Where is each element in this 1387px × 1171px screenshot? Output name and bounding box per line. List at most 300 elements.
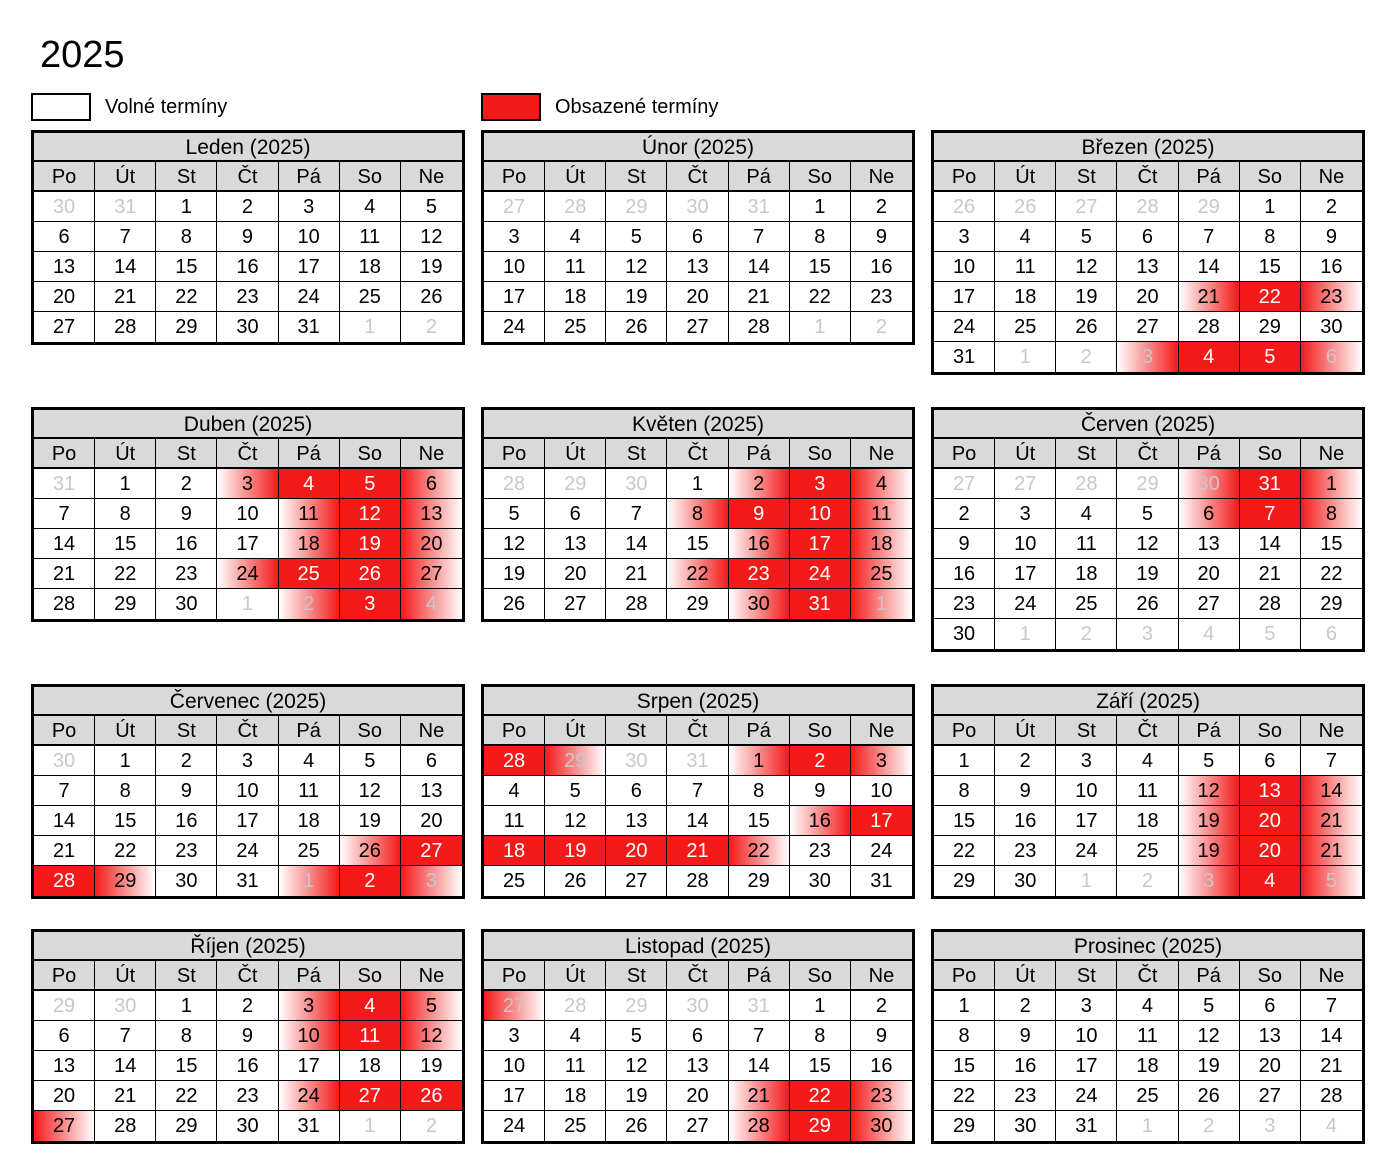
day-cell[interactable]: 10 [217, 776, 278, 806]
day-cell[interactable]: 24 [995, 589, 1056, 619]
day-cell[interactable]: 11 [279, 499, 340, 529]
day-cell[interactable]: 10 [279, 222, 340, 252]
day-cell[interactable]: 7 [1240, 499, 1301, 529]
day-cell[interactable]: 20 [1240, 836, 1301, 866]
day-cell[interactable]: 17 [851, 806, 912, 836]
day-cell[interactable]: 18 [279, 529, 340, 559]
day-cell[interactable]: 2 [340, 866, 401, 896]
day-cell[interactable]: 11 [545, 252, 606, 282]
day-cell[interactable]: 26 [1117, 589, 1178, 619]
day-cell[interactable]: 23 [995, 1081, 1056, 1111]
day-cell[interactable]: 26 [606, 312, 667, 342]
day-cell[interactable]: 21 [1301, 836, 1362, 866]
day-cell[interactable]: 30 [156, 866, 217, 896]
day-cell[interactable]: 30 [667, 991, 728, 1021]
day-cell[interactable]: 31 [934, 342, 995, 372]
day-cell[interactable]: 14 [1301, 776, 1362, 806]
day-cell[interactable]: 16 [995, 1051, 1056, 1081]
day-cell[interactable]: 22 [790, 282, 851, 312]
day-cell[interactable]: 7 [34, 776, 95, 806]
day-cell[interactable]: 24 [1056, 836, 1117, 866]
day-cell[interactable]: 25 [1117, 1081, 1178, 1111]
day-cell[interactable]: 6 [1240, 746, 1301, 776]
day-cell[interactable]: 27 [34, 312, 95, 342]
day-cell[interactable]: 30 [790, 866, 851, 896]
day-cell[interactable]: 12 [1117, 529, 1178, 559]
day-cell[interactable]: 4 [1056, 499, 1117, 529]
day-cell[interactable]: 10 [1056, 776, 1117, 806]
day-cell[interactable]: 28 [1179, 312, 1240, 342]
day-cell[interactable]: 4 [279, 746, 340, 776]
day-cell[interactable]: 13 [1240, 1021, 1301, 1051]
day-cell[interactable]: 2 [1056, 619, 1117, 649]
day-cell[interactable]: 19 [401, 252, 462, 282]
day-cell[interactable]: 2 [790, 746, 851, 776]
day-cell[interactable]: 18 [340, 252, 401, 282]
day-cell[interactable]: 3 [995, 499, 1056, 529]
day-cell[interactable]: 13 [34, 252, 95, 282]
day-cell[interactable]: 1 [934, 991, 995, 1021]
day-cell[interactable]: 29 [606, 192, 667, 222]
day-cell[interactable]: 11 [1056, 529, 1117, 559]
day-cell[interactable]: 28 [95, 312, 156, 342]
day-cell[interactable]: 3 [851, 746, 912, 776]
day-cell[interactable]: 27 [667, 312, 728, 342]
day-cell[interactable]: 29 [790, 1111, 851, 1141]
day-cell[interactable]: 22 [667, 559, 728, 589]
day-cell[interactable]: 19 [484, 559, 545, 589]
day-cell[interactable]: 10 [484, 252, 545, 282]
day-cell[interactable]: 15 [1301, 529, 1362, 559]
day-cell[interactable]: 16 [217, 252, 278, 282]
day-cell[interactable]: 6 [1325, 623, 1337, 645]
day-cell[interactable]: 29 [545, 469, 606, 499]
day-cell[interactable]: 1 [1117, 1111, 1178, 1141]
day-cell[interactable]: 19 [340, 529, 401, 559]
day-cell[interactable]: 7 [606, 499, 667, 529]
day-cell[interactable]: 30 [95, 991, 156, 1021]
day-cell[interactable]: 11 [340, 1021, 401, 1051]
day-cell[interactable]: 19 [1179, 806, 1240, 836]
day-cell[interactable]: 22 [934, 1081, 995, 1111]
day-cell[interactable]: 7 [34, 499, 95, 529]
day-cell[interactable]: 29 [934, 866, 995, 896]
day-cell[interactable]: 23 [156, 836, 217, 866]
day-cell[interactable]: 29 [1179, 192, 1240, 222]
day-cell[interactable]: 25 [279, 836, 340, 866]
day-cell[interactable]: 28 [1117, 192, 1178, 222]
day-cell[interactable]: 21 [667, 836, 728, 866]
day-cell[interactable]: 14 [34, 806, 95, 836]
day-cell[interactable]: 20 [401, 806, 462, 836]
day-cell[interactable]: 3 [1117, 342, 1178, 372]
day-cell[interactable]: 1 [95, 469, 156, 499]
day-cell[interactable]: 19 [606, 1081, 667, 1111]
day-cell[interactable]: 4 [1117, 991, 1178, 1021]
day-cell[interactable]: 2 [729, 469, 790, 499]
day-cell[interactable]: 3 [279, 991, 340, 1021]
day-cell[interactable]: 6 [401, 469, 462, 499]
day-cell[interactable]: 5 [1056, 222, 1117, 252]
day-cell[interactable]: 6 [1240, 991, 1301, 1021]
day-cell[interactable]: 30 [606, 469, 667, 499]
day-cell[interactable]: 26 [995, 192, 1056, 222]
day-cell[interactable]: 28 [667, 866, 728, 896]
day-cell[interactable]: 26 [401, 282, 462, 312]
day-cell[interactable]: 25 [995, 312, 1056, 342]
day-cell[interactable]: 22 [156, 1081, 217, 1111]
day-cell[interactable]: 29 [156, 1111, 217, 1141]
day-cell[interactable]: 5 [1240, 342, 1301, 372]
day-cell[interactable]: 20 [1240, 806, 1301, 836]
day-cell[interactable]: 8 [156, 1021, 217, 1051]
day-cell[interactable]: 1 [790, 991, 851, 1021]
day-cell[interactable]: 20 [401, 529, 462, 559]
day-cell[interactable]: 21 [729, 282, 790, 312]
day-cell[interactable]: 21 [95, 282, 156, 312]
day-cell[interactable]: 6 [1301, 342, 1362, 372]
day-cell[interactable]: 1 [1056, 866, 1117, 896]
day-cell[interactable]: 15 [95, 529, 156, 559]
day-cell[interactable]: 15 [95, 806, 156, 836]
day-cell[interactable]: 6 [401, 746, 462, 776]
day-cell[interactable]: 25 [484, 866, 545, 896]
day-cell[interactable]: 31 [667, 746, 728, 776]
day-cell[interactable]: 26 [340, 836, 401, 866]
day-cell[interactable]: 25 [1117, 836, 1178, 866]
day-cell[interactable]: 27 [1240, 1081, 1301, 1111]
day-cell[interactable]: 24 [1056, 1081, 1117, 1111]
day-cell[interactable]: 28 [95, 1111, 156, 1141]
day-cell[interactable]: 21 [34, 836, 95, 866]
day-cell[interactable]: 21 [1301, 806, 1362, 836]
day-cell[interactable]: 2 [156, 469, 217, 499]
day-cell[interactable]: 27 [1056, 192, 1117, 222]
day-cell[interactable]: 11 [995, 252, 1056, 282]
day-cell[interactable]: 15 [790, 252, 851, 282]
day-cell[interactable]: 1 [851, 589, 912, 619]
day-cell[interactable]: 23 [217, 1081, 278, 1111]
day-cell[interactable]: 25 [545, 312, 606, 342]
day-cell[interactable]: 8 [1301, 499, 1362, 529]
day-cell[interactable]: 13 [34, 1051, 95, 1081]
day-cell[interactable]: 12 [401, 222, 462, 252]
day-cell[interactable]: 16 [790, 806, 851, 836]
day-cell[interactable]: 12 [1179, 776, 1240, 806]
day-cell[interactable]: 19 [1179, 1051, 1240, 1081]
day-cell[interactable]: 12 [1179, 1021, 1240, 1051]
day-cell[interactable]: 28 [34, 866, 95, 896]
day-cell[interactable]: 16 [156, 529, 217, 559]
day-cell[interactable]: 20 [606, 836, 667, 866]
day-cell[interactable]: 18 [995, 282, 1056, 312]
day-cell[interactable]: 24 [279, 282, 340, 312]
day-cell[interactable]: 29 [34, 991, 95, 1021]
day-cell[interactable]: 13 [667, 252, 728, 282]
day-cell[interactable]: 27 [401, 559, 462, 589]
day-cell[interactable]: 20 [667, 282, 728, 312]
day-cell[interactable]: 23 [1301, 282, 1362, 312]
day-cell[interactable]: 23 [217, 282, 278, 312]
day-cell[interactable]: 29 [1240, 312, 1301, 342]
day-cell[interactable]: 17 [484, 1081, 545, 1111]
day-cell[interactable]: 12 [545, 806, 606, 836]
day-cell[interactable]: 14 [95, 252, 156, 282]
day-cell[interactable]: 1 [729, 746, 790, 776]
day-cell[interactable]: 15 [790, 1051, 851, 1081]
day-cell[interactable]: 29 [606, 991, 667, 1021]
day-cell[interactable]: 3 [217, 746, 278, 776]
day-cell[interactable]: 21 [95, 1081, 156, 1111]
day-cell[interactable]: 29 [934, 1111, 995, 1141]
day-cell[interactable]: 27 [340, 1081, 401, 1111]
day-cell[interactable]: 30 [995, 866, 1056, 896]
day-cell[interactable]: 9 [851, 1021, 912, 1051]
day-cell[interactable]: 21 [1179, 282, 1240, 312]
day-cell[interactable]: 17 [934, 282, 995, 312]
day-cell[interactable]: 4 [401, 589, 462, 619]
day-cell[interactable]: 20 [34, 1081, 95, 1111]
day-cell[interactable]: 10 [851, 776, 912, 806]
day-cell[interactable]: 5 [545, 776, 606, 806]
day-cell[interactable]: 26 [545, 866, 606, 896]
day-cell[interactable]: 27 [34, 1111, 95, 1141]
day-cell[interactable]: 29 [95, 866, 156, 896]
day-cell[interactable]: 2 [217, 192, 278, 222]
day-cell[interactable]: 13 [545, 529, 606, 559]
day-cell[interactable]: 3 [1117, 619, 1178, 649]
day-cell[interactable]: 28 [1301, 1081, 1362, 1111]
day-cell[interactable]: 29 [545, 746, 606, 776]
day-cell[interactable]: 2 [851, 192, 912, 222]
day-cell[interactable]: 18 [545, 282, 606, 312]
day-cell[interactable]: 6 [667, 222, 728, 252]
day-cell[interactable]: 14 [34, 529, 95, 559]
day-cell[interactable]: 7 [95, 222, 156, 252]
day-cell[interactable]: 4 [545, 222, 606, 252]
day-cell[interactable]: 30 [729, 589, 790, 619]
day-cell[interactable]: 29 [95, 589, 156, 619]
day-cell[interactable]: 24 [934, 312, 995, 342]
day-cell[interactable]: 6 [1117, 222, 1178, 252]
day-cell[interactable]: 23 [790, 836, 851, 866]
day-cell[interactable]: 11 [484, 806, 545, 836]
day-cell[interactable]: 29 [729, 866, 790, 896]
day-cell[interactable]: 11 [1117, 1021, 1178, 1051]
day-cell[interactable]: 26 [934, 192, 995, 222]
day-cell[interactable]: 19 [401, 1051, 462, 1081]
day-cell[interactable]: 28 [729, 1111, 790, 1141]
day-cell[interactable]: 1 [340, 312, 401, 342]
day-cell[interactable]: 4 [995, 222, 1056, 252]
day-cell[interactable]: 30 [34, 746, 95, 776]
day-cell[interactable]: 14 [729, 1051, 790, 1081]
day-cell[interactable]: 5 [1117, 499, 1178, 529]
day-cell[interactable]: 29 [667, 589, 728, 619]
day-cell[interactable]: 3 [484, 222, 545, 252]
day-cell[interactable]: 5 [401, 991, 462, 1021]
day-cell[interactable]: 17 [1056, 806, 1117, 836]
day-cell[interactable]: 27 [995, 469, 1056, 499]
day-cell[interactable]: 10 [934, 252, 995, 282]
day-cell[interactable]: 30 [34, 192, 95, 222]
day-cell[interactable]: 31 [95, 192, 156, 222]
day-cell[interactable]: 1 [217, 589, 278, 619]
day-cell[interactable]: 17 [279, 252, 340, 282]
day-cell[interactable]: 30 [851, 1111, 912, 1141]
day-cell[interactable]: 28 [606, 589, 667, 619]
day-cell[interactable]: 4 [340, 192, 401, 222]
day-cell[interactable]: 13 [606, 806, 667, 836]
day-cell[interactable]: 30 [1301, 312, 1362, 342]
day-cell[interactable]: 30 [217, 312, 278, 342]
day-cell[interactable]: 6 [545, 499, 606, 529]
day-cell[interactable]: 8 [934, 776, 995, 806]
day-cell[interactable]: 28 [729, 312, 790, 342]
day-cell[interactable]: 2 [1301, 192, 1362, 222]
day-cell[interactable]: 2 [425, 1115, 437, 1137]
day-cell[interactable]: 13 [1117, 252, 1178, 282]
day-cell[interactable]: 28 [1240, 589, 1301, 619]
day-cell[interactable]: 17 [217, 529, 278, 559]
day-cell[interactable]: 12 [340, 776, 401, 806]
day-cell[interactable]: 20 [1179, 559, 1240, 589]
day-cell[interactable]: 6 [34, 1021, 95, 1051]
day-cell[interactable]: 25 [340, 282, 401, 312]
day-cell[interactable]: 30 [934, 619, 995, 649]
day-cell[interactable]: 30 [995, 1111, 1056, 1141]
day-cell[interactable]: 22 [95, 836, 156, 866]
day-cell[interactable]: 21 [34, 559, 95, 589]
day-cell[interactable]: 27 [401, 836, 462, 866]
day-cell[interactable]: 25 [545, 1111, 606, 1141]
day-cell[interactable]: 5 [340, 746, 401, 776]
day-cell[interactable]: 21 [606, 559, 667, 589]
day-cell[interactable]: 1 [156, 192, 217, 222]
day-cell[interactable]: 10 [995, 529, 1056, 559]
day-cell[interactable]: 28 [545, 991, 606, 1021]
day-cell[interactable]: 18 [1117, 1051, 1178, 1081]
day-cell[interactable]: 2 [851, 991, 912, 1021]
day-cell[interactable]: 4 [851, 469, 912, 499]
day-cell[interactable]: 16 [1301, 252, 1362, 282]
day-cell[interactable]: 21 [729, 1081, 790, 1111]
day-cell[interactable]: 10 [484, 1051, 545, 1081]
day-cell[interactable]: 22 [729, 836, 790, 866]
day-cell[interactable]: 8 [95, 499, 156, 529]
day-cell[interactable]: 3 [484, 1021, 545, 1051]
day-cell[interactable]: 7 [729, 222, 790, 252]
day-cell[interactable]: 27 [667, 1111, 728, 1141]
day-cell[interactable]: 19 [1179, 836, 1240, 866]
day-cell[interactable]: 1 [995, 619, 1056, 649]
day-cell[interactable]: 3 [790, 469, 851, 499]
day-cell[interactable]: 28 [34, 589, 95, 619]
day-cell[interactable]: 15 [156, 1051, 217, 1081]
day-cell[interactable]: 17 [790, 529, 851, 559]
day-cell[interactable]: 23 [851, 1081, 912, 1111]
day-cell[interactable]: 31 [729, 192, 790, 222]
day-cell[interactable]: 29 [156, 312, 217, 342]
day-cell[interactable]: 25 [1056, 589, 1117, 619]
day-cell[interactable]: 16 [934, 559, 995, 589]
day-cell[interactable]: 13 [1240, 776, 1301, 806]
day-cell[interactable]: 31 [790, 589, 851, 619]
day-cell[interactable]: 10 [279, 1021, 340, 1051]
day-cell[interactable]: 31 [279, 312, 340, 342]
day-cell[interactable]: 27 [934, 469, 995, 499]
day-cell[interactable]: 24 [790, 559, 851, 589]
day-cell[interactable]: 9 [851, 222, 912, 252]
day-cell[interactable]: 1 [279, 866, 340, 896]
day-cell[interactable]: 24 [484, 312, 545, 342]
day-cell[interactable]: 27 [1117, 312, 1178, 342]
day-cell[interactable]: 2 [934, 499, 995, 529]
day-cell[interactable]: 4 [545, 1021, 606, 1051]
day-cell[interactable]: 22 [1301, 559, 1362, 589]
day-cell[interactable]: 5 [1301, 866, 1362, 896]
day-cell[interactable]: 31 [1240, 469, 1301, 499]
day-cell[interactable]: 6 [1179, 499, 1240, 529]
day-cell[interactable]: 21 [1240, 559, 1301, 589]
day-cell[interactable]: 14 [606, 529, 667, 559]
day-cell[interactable]: 9 [156, 499, 217, 529]
day-cell[interactable]: 20 [667, 1081, 728, 1111]
day-cell[interactable]: 30 [156, 589, 217, 619]
day-cell[interactable]: 4 [1117, 746, 1178, 776]
day-cell[interactable]: 7 [1301, 991, 1362, 1021]
day-cell[interactable]: 14 [1179, 252, 1240, 282]
day-cell[interactable]: 25 [851, 559, 912, 589]
day-cell[interactable]: 14 [1301, 1021, 1362, 1051]
day-cell[interactable]: 10 [790, 499, 851, 529]
day-cell[interactable]: 1 [667, 469, 728, 499]
day-cell[interactable]: 5 [484, 499, 545, 529]
day-cell[interactable]: 26 [606, 1111, 667, 1141]
day-cell[interactable]: 2 [425, 316, 437, 338]
day-cell[interactable]: 30 [667, 192, 728, 222]
day-cell[interactable]: 15 [667, 529, 728, 559]
day-cell[interactable]: 4 [1179, 619, 1240, 649]
day-cell[interactable]: 7 [729, 1021, 790, 1051]
day-cell[interactable]: 1 [156, 991, 217, 1021]
day-cell[interactable]: 9 [217, 1021, 278, 1051]
day-cell[interactable]: 3 [1240, 1111, 1301, 1141]
day-cell[interactable]: 1 [1301, 469, 1362, 499]
day-cell[interactable]: 30 [606, 746, 667, 776]
day-cell[interactable]: 29 [1301, 589, 1362, 619]
day-cell[interactable]: 20 [1117, 282, 1178, 312]
day-cell[interactable]: 23 [934, 589, 995, 619]
day-cell[interactable]: 12 [340, 499, 401, 529]
day-cell[interactable]: 20 [34, 282, 95, 312]
day-cell[interactable]: 11 [1117, 776, 1178, 806]
day-cell[interactable]: 12 [484, 529, 545, 559]
day-cell[interactable]: 20 [1240, 1051, 1301, 1081]
day-cell[interactable]: 3 [401, 866, 462, 896]
day-cell[interactable]: 17 [1056, 1051, 1117, 1081]
day-cell[interactable]: 7 [1179, 222, 1240, 252]
day-cell[interactable]: 9 [729, 499, 790, 529]
day-cell[interactable]: 8 [156, 222, 217, 252]
day-cell[interactable]: 22 [1240, 282, 1301, 312]
day-cell[interactable]: 3 [1056, 991, 1117, 1021]
day-cell[interactable]: 7 [667, 776, 728, 806]
day-cell[interactable]: 2 [995, 991, 1056, 1021]
day-cell[interactable]: 2 [1179, 1111, 1240, 1141]
day-cell[interactable]: 30 [1179, 469, 1240, 499]
day-cell[interactable]: 20 [545, 559, 606, 589]
